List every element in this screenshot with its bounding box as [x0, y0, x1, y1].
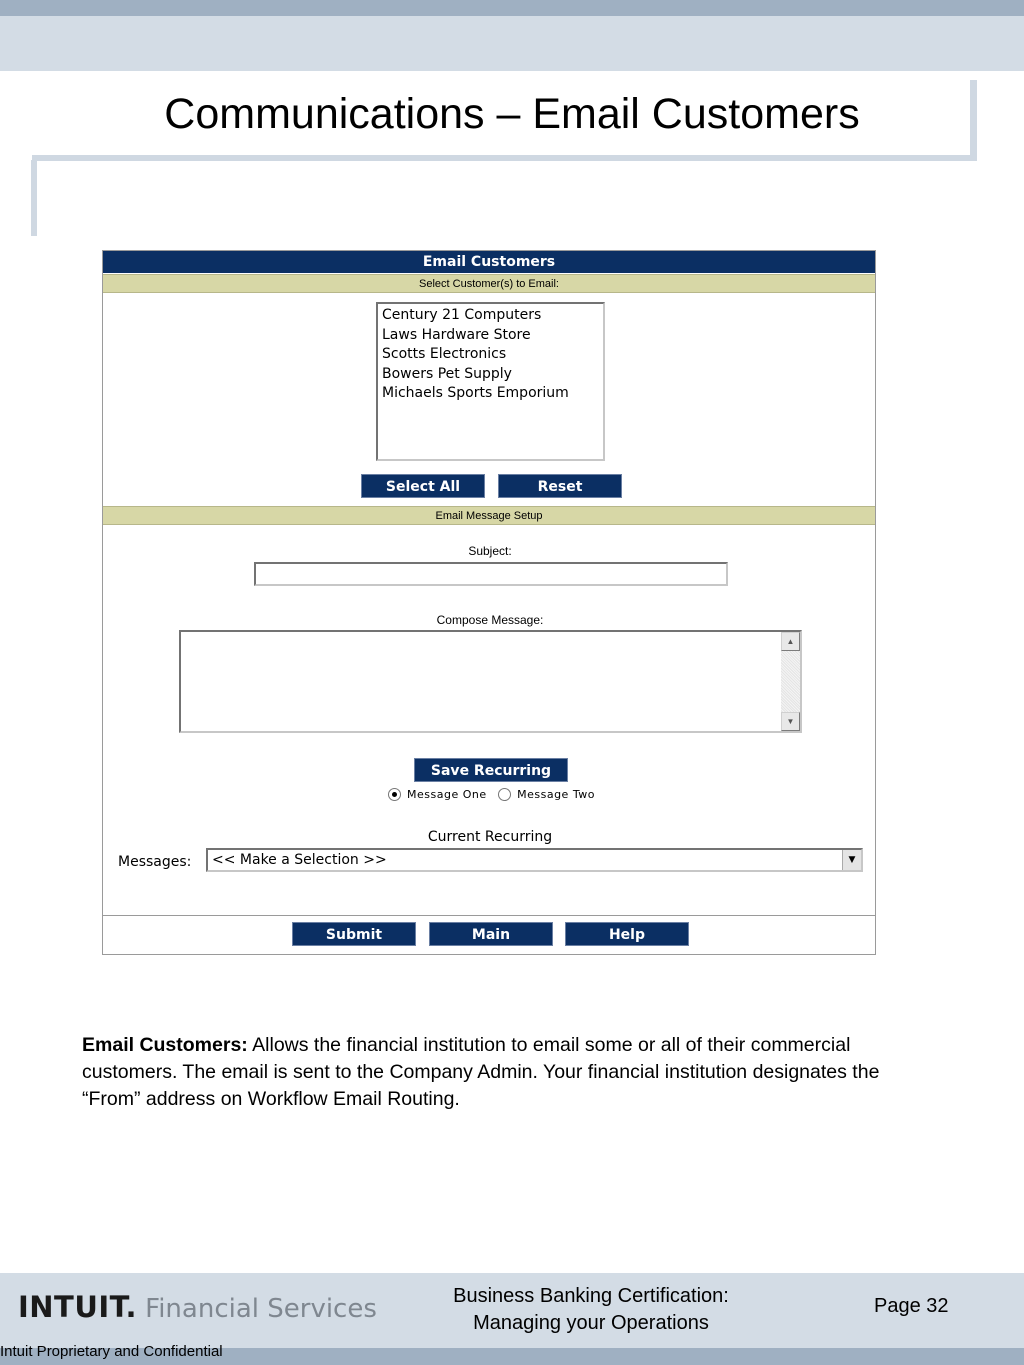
intuit-logo: [18, 1290, 377, 1325]
course-line-2: Managing your Operations: [473, 1312, 709, 1334]
submit-button[interactable]: Submit: [292, 922, 416, 946]
customer-option[interactable]: Michaels Sports Emporium: [382, 385, 569, 401]
compose-scrollbar[interactable]: [781, 632, 800, 731]
save-recurring-button[interactable]: Save Recurring: [414, 758, 568, 782]
customer-option[interactable]: Laws Hardware Store: [382, 326, 531, 343]
description-heading: Email Customers:: [82, 1034, 248, 1056]
message-one-label: Message One: [407, 787, 487, 801]
panel-header: Email Customers: [103, 251, 875, 273]
compose-message-label: Compose Message:: [436, 613, 544, 627]
customer-option[interactable]: Scotts Electronics: [382, 346, 507, 362]
scroll-up-icon[interactable]: ▲: [781, 632, 800, 651]
scroll-down-icon[interactable]: ▼: [781, 712, 800, 731]
chevron-down-icon[interactable]: ▼: [842, 850, 861, 870]
top-band-light: [0, 16, 1024, 71]
message-two-radio[interactable]: [498, 788, 511, 801]
title-frame-left: [31, 160, 37, 236]
message-setup-section-bar: Email Message Setup: [103, 506, 875, 525]
email-customers-panel: [102, 250, 876, 955]
slide-title: Communications – Email Customers: [164, 90, 860, 138]
footer-course-title: [380, 1283, 802, 1337]
page-number: Page 32: [874, 1295, 949, 1317]
title-frame-bottom: [32, 155, 977, 161]
subject-label: Subject:: [468, 544, 512, 558]
customer-option[interactable]: Bowers Pet Supply: [382, 365, 512, 382]
current-recurring-label: Current Recurring: [427, 829, 553, 845]
description-paragraph: [82, 1032, 902, 1113]
course-line-1: Business Banking Certification:: [453, 1285, 729, 1307]
select-all-button[interactable]: Select All: [361, 474, 485, 498]
message-two-label: Message Two: [517, 787, 595, 801]
compose-message-textarea[interactable]: [179, 630, 802, 733]
logo-brand: INTUIT.: [18, 1290, 138, 1324]
logo-product: Financial Services: [145, 1294, 377, 1324]
messages-selected-value: << Make a Selection >>: [212, 852, 387, 868]
messages-dropdown[interactable]: [206, 848, 863, 872]
reset-button[interactable]: Reset: [498, 474, 622, 498]
panel-divider: [103, 915, 875, 916]
customer-option[interactable]: Century 21 Computers: [382, 307, 542, 323]
top-band-dark: [0, 0, 1024, 16]
description-text: Allows the financial institution to email some or all of their commercial customers. The email is sent to the Company Admin. Your financial institution designates the “From” address on Workflow Email Routing.: [82, 1034, 880, 1110]
message-one-radio[interactable]: [388, 788, 401, 801]
main-button[interactable]: Main: [429, 922, 553, 946]
select-customers-section-bar: Select Customer(s) to Email:: [103, 274, 875, 293]
customer-listbox[interactable]: [376, 302, 605, 461]
subject-input[interactable]: [254, 562, 728, 586]
messages-label: Messages:: [118, 854, 192, 870]
proprietary-notice: Intuit Proprietary and Confidential: [0, 1343, 223, 1360]
help-button[interactable]: Help: [565, 922, 689, 946]
recurring-radio-group: [388, 787, 603, 801]
